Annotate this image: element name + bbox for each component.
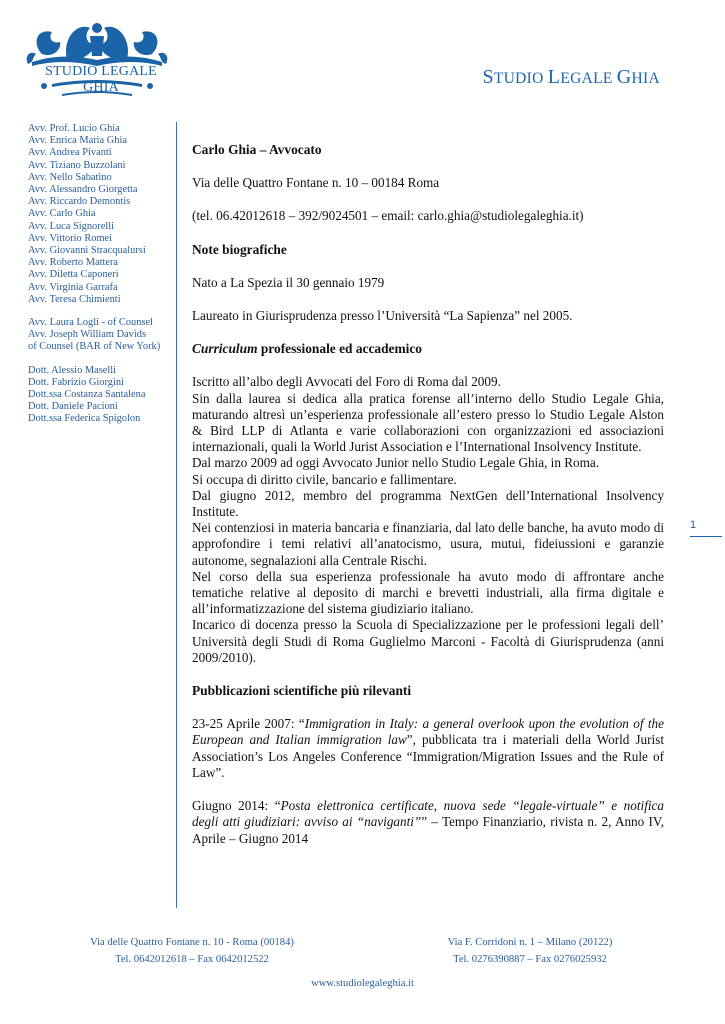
- staff-name: Avv. Tiziano Buzzolani: [28, 159, 126, 171]
- website-link[interactable]: www.studiolegaleghia.it: [311, 978, 414, 989]
- staff-name: Avv. Luca Signorelli: [28, 220, 114, 232]
- staff-name: Dott.ssa Federica Spigolon: [28, 413, 141, 425]
- staff-name: Avv. Virginia Garrafa: [28, 281, 118, 293]
- staff-name: Avv. Nello Sabatino: [28, 171, 112, 183]
- office-address: Via delle Quattro Fontane n. 10 – 00184 Roma: [192, 175, 440, 191]
- cv-paragraphs: [192, 374, 664, 666]
- staff-name: Dott. Alessio Maselli: [28, 364, 117, 376]
- staff-sidebar: [28, 123, 168, 437]
- cv-paragraph: Dal marzo 2009 ad oggi Avvocato Junior nello Studio Legale Ghia, in Roma.: [192, 455, 600, 471]
- cv-paragraph: Si occupa di diritto civile, bancario e fallimentare.: [192, 471, 457, 487]
- publication-1: 23-25 Aprile 2007: “Immigration in Italy: a general overlook upon the evolution of the European and Italian immigration law”, pubblicata tra i materiali della World Jurist Association’s Los Angeles Conference “Immigration/Migration Issues and the Rule of Law”.: [192, 716, 664, 780]
- cv-paragraph: Iscritto all’albo degli Avvocati del Foro di Roma dal 2009.: [192, 374, 501, 390]
- main-content: [192, 142, 664, 847]
- staff-name: Dott.ssa Costanza Santalena: [28, 389, 146, 401]
- staff-name: of Counsel (BAR of New York): [28, 341, 161, 353]
- counsel-list: [28, 317, 168, 354]
- rome-phone: Tel. 0642012618 – Fax 0642012522: [115, 954, 269, 965]
- staff-name: Avv. Andrea Pivanti: [28, 147, 112, 159]
- staff-name: Avv. Giovanni Stracqualursi: [28, 245, 146, 257]
- person-name: Carlo Ghia – Avvocato: [192, 142, 322, 157]
- cv-paragraph: Sin dalla laurea si dedica alla pratica forense all’interno dello Studio Legale Ghia, maturando altresì un’esperienza professionale all’estero presso lo Studio Legale Alston & Bird LLP di Atlanta e varie collaborazioni con organizzazioni ed associazioni internazionali, quali la World Jurist Association e l’International Insolvency Institute.: [192, 390, 664, 455]
- milan-phone: Tel. 0276390887 – Fax 0276025932: [453, 954, 607, 965]
- staff-name: Avv. Enrica Maria Ghia: [28, 135, 127, 147]
- staff-name: Avv. Prof. Lucio Ghia: [28, 123, 120, 134]
- cv-paragraph: Nel corso della sua esperienza professionale ha avuto modo di affrontare anche tematiche relative al deposito di marchi e brevetti industriali, alla firma digitale e all’informatizzazione del sistema giudiziario italiano.: [192, 568, 664, 617]
- vertical-divider: [176, 122, 177, 908]
- partners-list: [28, 123, 168, 306]
- staff-name: Avv. Teresa Chimienti: [28, 293, 121, 305]
- doctors-list: [28, 365, 168, 426]
- staff-name: Avv. Joseph William Davids: [28, 329, 147, 341]
- staff-name: Dott. Fabrizio Giorgini: [28, 376, 124, 388]
- contact-line: (tel. 06.42012618 – 392/9024501 – email: carlo.ghia@studiolegaleghia.it): [192, 208, 584, 224]
- cv-paragraph: Nei contenziosi in materia bancaria e finanziaria, dal lato delle banche, ha avuto modo di approfondire i temi relativi all’anatocismo, usura, mutui, fideiussioni e garanzie autonome, segnalazioni alla Centrale Rischi.: [192, 520, 664, 568]
- firm-title: STUDIO LEGALE GHIA: [482, 66, 660, 88]
- milan-address: Via F. Corridoni n. 1 – Milano (20122): [447, 937, 613, 948]
- cv-paragraph: Incarico di docenza presso la Scuola di Specializzazione per le professioni legali dell’ Università degli Studi di Roma Guglielmo Marconi - Facoltà di Giurisprudenza (anni 2009/2010).: [192, 617, 664, 665]
- staff-name: Avv. Vittorio Romei: [28, 232, 113, 244]
- staff-name: Avv. Carlo Ghia: [28, 208, 96, 220]
- publication-2: Giugno 2014: “Posta elettronica certificate, nuova sede “legale-virtuale” e notifica degli atti giudiziari: avviso ai “naviganti”” – Tempo Finanziario, rivista n. 2, Anno IV, Aprile – Giugno 2014: [192, 798, 664, 846]
- milan-office: [410, 934, 650, 968]
- degree-info: Laureato in Giurisprudenza presso l’Università “La Sapienza” nel 2005.: [192, 308, 573, 324]
- staff-name: Avv. Laura Logli - of Counsel: [28, 317, 153, 329]
- page-number: 1: [690, 519, 697, 531]
- publications-heading: Pubblicazioni scientifiche più rilevanti: [192, 683, 412, 699]
- rome-address: Via delle Quattro Fontane n. 10 - Roma (00184): [90, 937, 294, 948]
- cv-heading: Curriculum professionale ed accademico: [192, 341, 423, 357]
- staff-name: Avv. Roberto Mattera: [28, 257, 119, 269]
- rome-office: [62, 934, 322, 968]
- cv-paragraph: Dal giugno 2012, membro del programma NextGen dell’International Insolvency Institute.: [192, 487, 664, 520]
- staff-name: Avv. Alessandro Giorgetta: [28, 184, 138, 196]
- bio-heading: Note biografiche: [192, 241, 287, 257]
- birth-info: Nato a La Spezia il 30 gennaio 1979: [192, 274, 385, 290]
- page-number-rule: [690, 536, 722, 537]
- logo-caption: STUDIO LEGALE GHIA: [45, 64, 157, 95]
- staff-name: Avv. Riccardo Demontis: [28, 196, 131, 208]
- staff-name: Dott. Daniele Pacioni: [28, 401, 118, 413]
- staff-name: Avv. Diletta Caponeri: [28, 269, 119, 281]
